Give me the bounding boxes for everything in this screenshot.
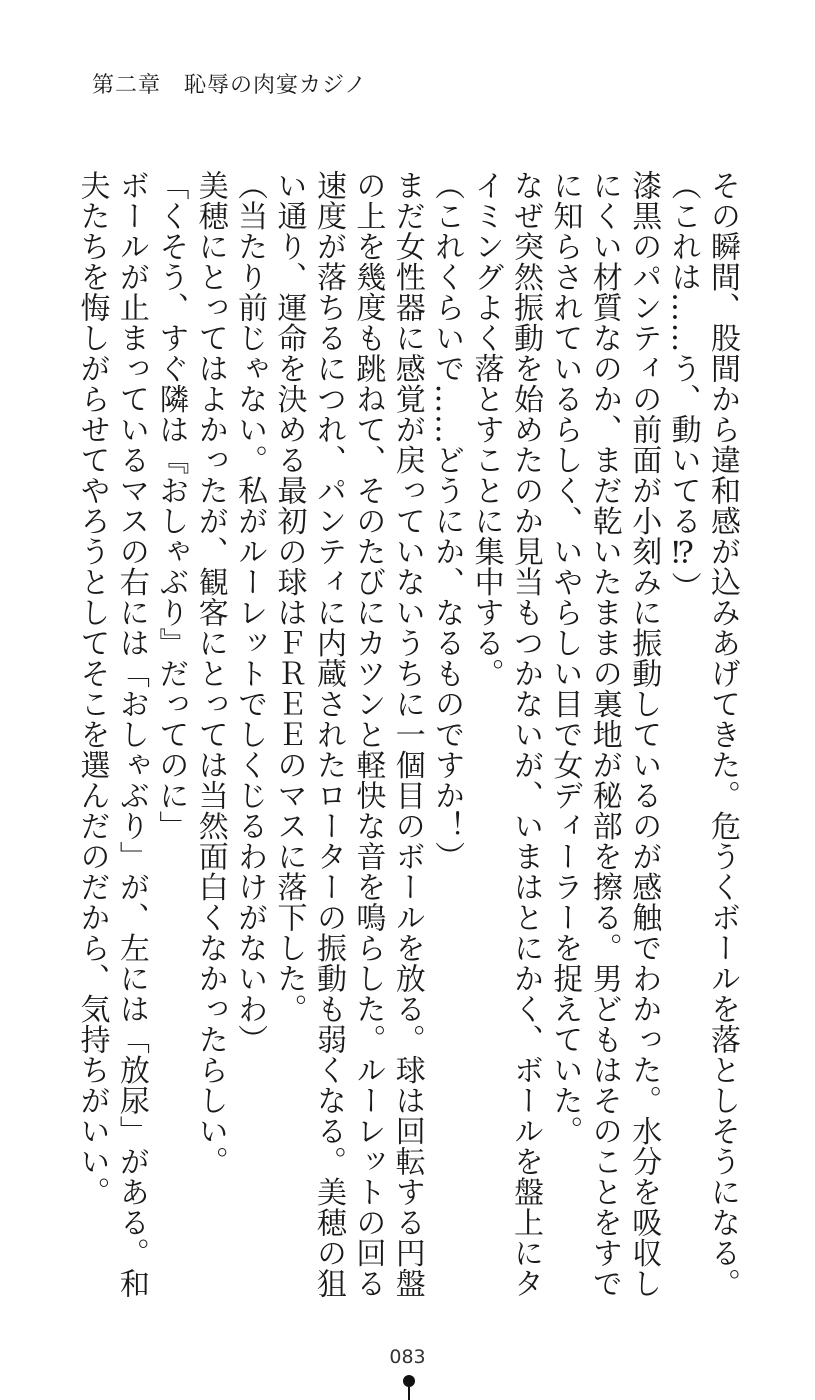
- paragraph: （これは……う、動いてる⁉）: [665, 170, 701, 602]
- paragraph: ボールが止まっているマスの右には「おしゃぶり」が、左には「放尿」がある。和夫たちを悔しがらせてやろうとしてそこを選んだのだから、気持ちがいい。: [74, 170, 149, 1299]
- folio-line-ornament: [408, 1384, 410, 1400]
- paragraph: （当たり前じゃない。私がルーレットでしくじるわけがないわ）: [232, 170, 268, 1055]
- paragraph: まだ女性器に感覚が戻っていないうちに一個目のボールを放る。球は回転する円盤の上を幾度も跳ねて、そのたびにカツンと軽快な音を鳴らした。ルーレットの回る速度が落ちるにつれ、パンティに内蔵されたローターの振動も弱くなる。美穂の狙い通り、運命を決める最初の球はＦＲＥＥのマスに落下した。: [271, 170, 425, 1299]
- running-head: 第二章 恥辱の肉宴カジノ: [92, 73, 368, 98]
- paragraph: 漆黒のパンティの前面が小刻みに振動しているのが感触でわかった。水分を吸収しにくい材質なのか、まだ乾いたままの裏地が秘部を擦る。男どもはそのことをすでに知らされているらしく、いやらしい目で女ディーラーを捉えていた。: [547, 170, 662, 1299]
- paragraph: 「くそう、すぐ隣は『おしゃぶり』だってのに」: [153, 170, 189, 841]
- paragraph: 美穂にとってはよかったが、観客にとっては当然面白くなかったらしい。: [192, 170, 228, 1177]
- body-text: [74, 170, 742, 1310]
- paragraph: その瞬間、股間から違和感が込みあげてきた。危うくボールを落としそうになる。: [705, 170, 740, 1299]
- page-number: 083: [389, 1346, 426, 1368]
- paragraph: （これくらいで……どうにか、なるものですか！）: [429, 170, 465, 872]
- paragraph: なぜ突然振動を始めたのか見当もつかないが、いまはとにかく、ボールを盤上にタイミングよく落とすことに集中する。: [468, 170, 543, 1299]
